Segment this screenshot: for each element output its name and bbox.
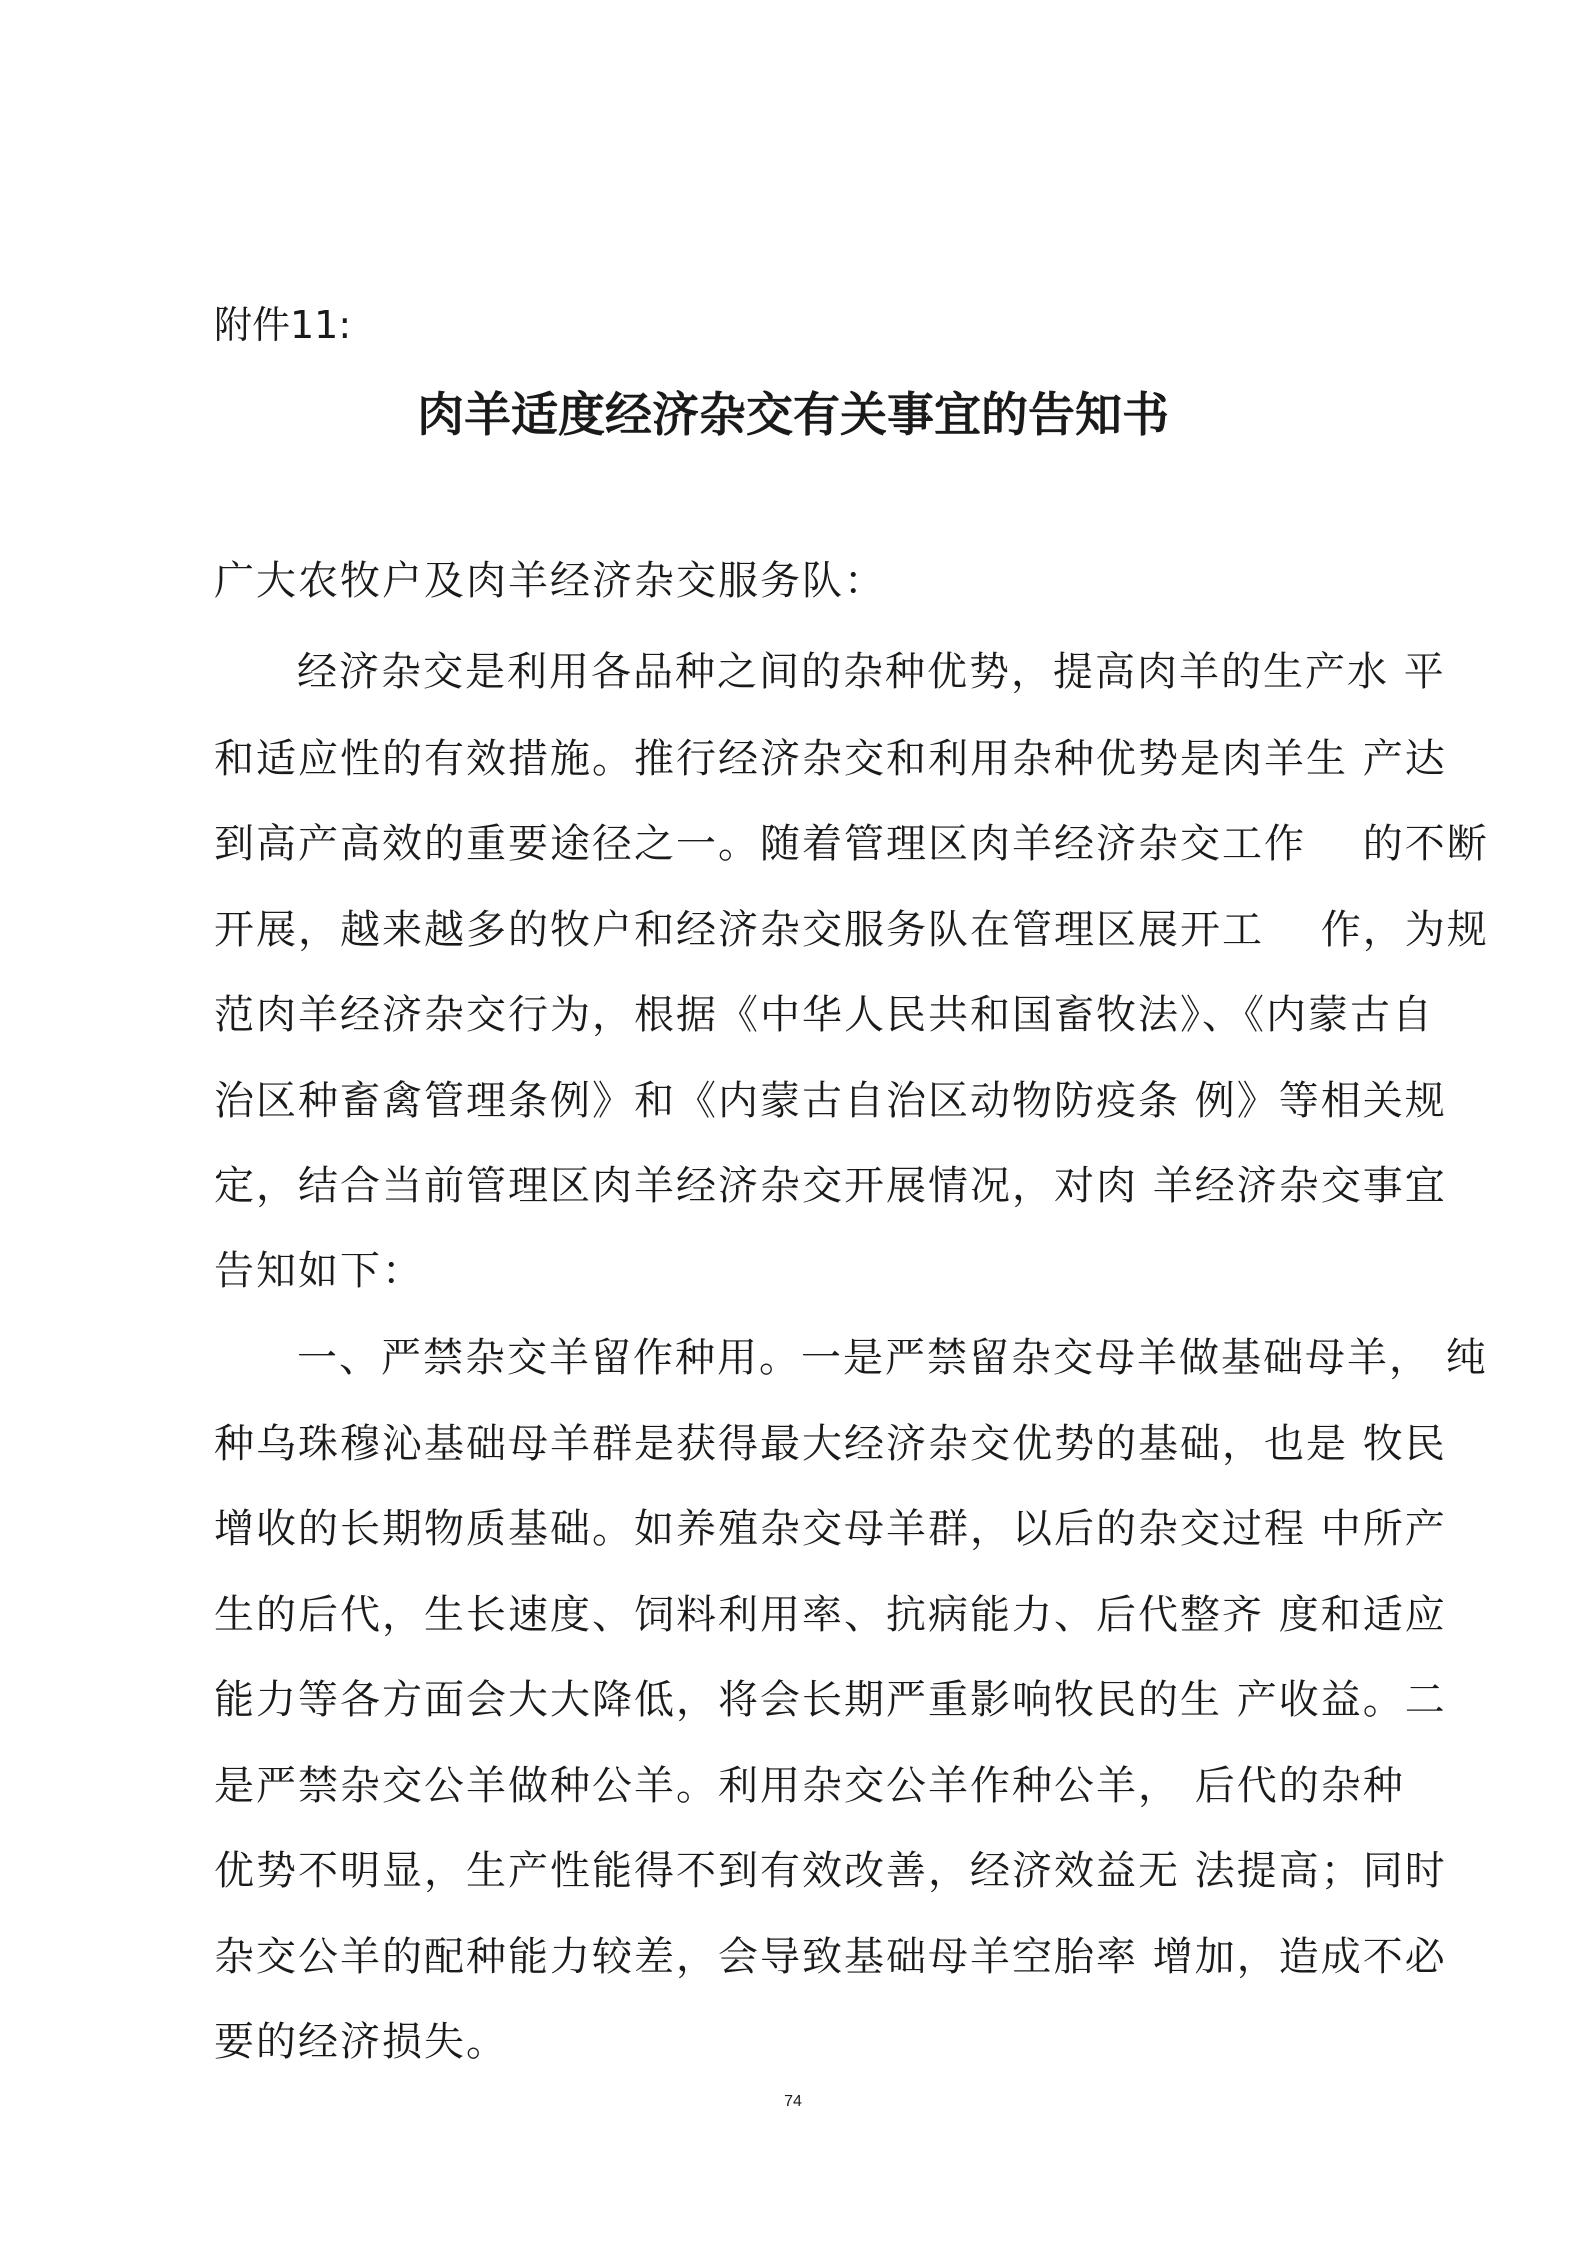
- attachment-label: 附件11:: [214, 303, 352, 347]
- paragraph-2-line-9: 要的经济损失。: [214, 2019, 508, 2065]
- paragraph-1-line-6: 治区种畜禽管理条例》和《内蒙古自治区动物防疫条 例》等相关规: [214, 1078, 1447, 1124]
- paragraph-2-line-4: 生的后代，生长速度、饲料利用率、抗病能力、后代整齐 度和适应: [214, 1592, 1447, 1638]
- page-number: 74: [784, 2093, 802, 2110]
- paragraph-2-line-5: 能力等各方面会大大降低，将会长期严重影响牧民的生 产收益。二: [214, 1677, 1447, 1723]
- paragraph-1-line-3: 到高产高效的重要途径之一。随着管理区肉羊经济杂交工作 的不断: [214, 821, 1489, 867]
- paragraph-2-line-6: 是严禁杂交公羊做种公羊。利用杂交公羊作种公羊， 后代的杂种: [214, 1763, 1405, 1809]
- paragraph-1-line-2: 和适应性的有效措施。推行经济杂交和利用杂种优势是肉羊生 产达: [214, 736, 1447, 782]
- paragraph-2-line-1: 一、严禁杂交羊留作种用。一是严禁留杂交母羊做基础母羊， 纯: [297, 1335, 1488, 1381]
- paragraph-2-line-7: 优势不明显，生产性能得不到有效改善，经济效益无 法提高；同时: [214, 1848, 1447, 1894]
- paragraph-1-line-7: 定，结合当前管理区肉羊经济杂交开展情况，对肉 羊经济杂交事宜: [214, 1163, 1447, 1209]
- paragraph-1-line-1: 经济杂交是利用各品种之间的杂种优势，提高肉羊的生产水 平: [297, 649, 1446, 695]
- salutation: 广大农牧户及肉羊经济杂交服务队：: [214, 558, 886, 604]
- paragraph-2-line-8: 杂交公羊的配种能力较差，会导致基础母羊空胎率 增加，造成不必: [214, 1934, 1447, 1980]
- paragraph-1-line-5: 范肉羊经济杂交行为，根据《中华人民共和国畜牧法》、《内蒙古自: [214, 992, 1434, 1038]
- paragraph-2-line-2: 种乌珠穆沁基础母羊群是获得最大经济杂交优势的基础，也是 牧民: [214, 1421, 1447, 1467]
- document-title: 肉羊适度经济杂交有关事宜的告知书: [417, 388, 1169, 443]
- paragraph-1-line-4: 开展，越来越多的牧户和经济杂交服务队在管理区展开工 作，为规: [214, 907, 1489, 953]
- paragraph-2-line-3: 增收的长期物质基础。如养殖杂交母羊群，以后的杂交过程 中所产: [214, 1506, 1447, 1552]
- paragraph-1-line-8: 告知如下：: [214, 1248, 424, 1294]
